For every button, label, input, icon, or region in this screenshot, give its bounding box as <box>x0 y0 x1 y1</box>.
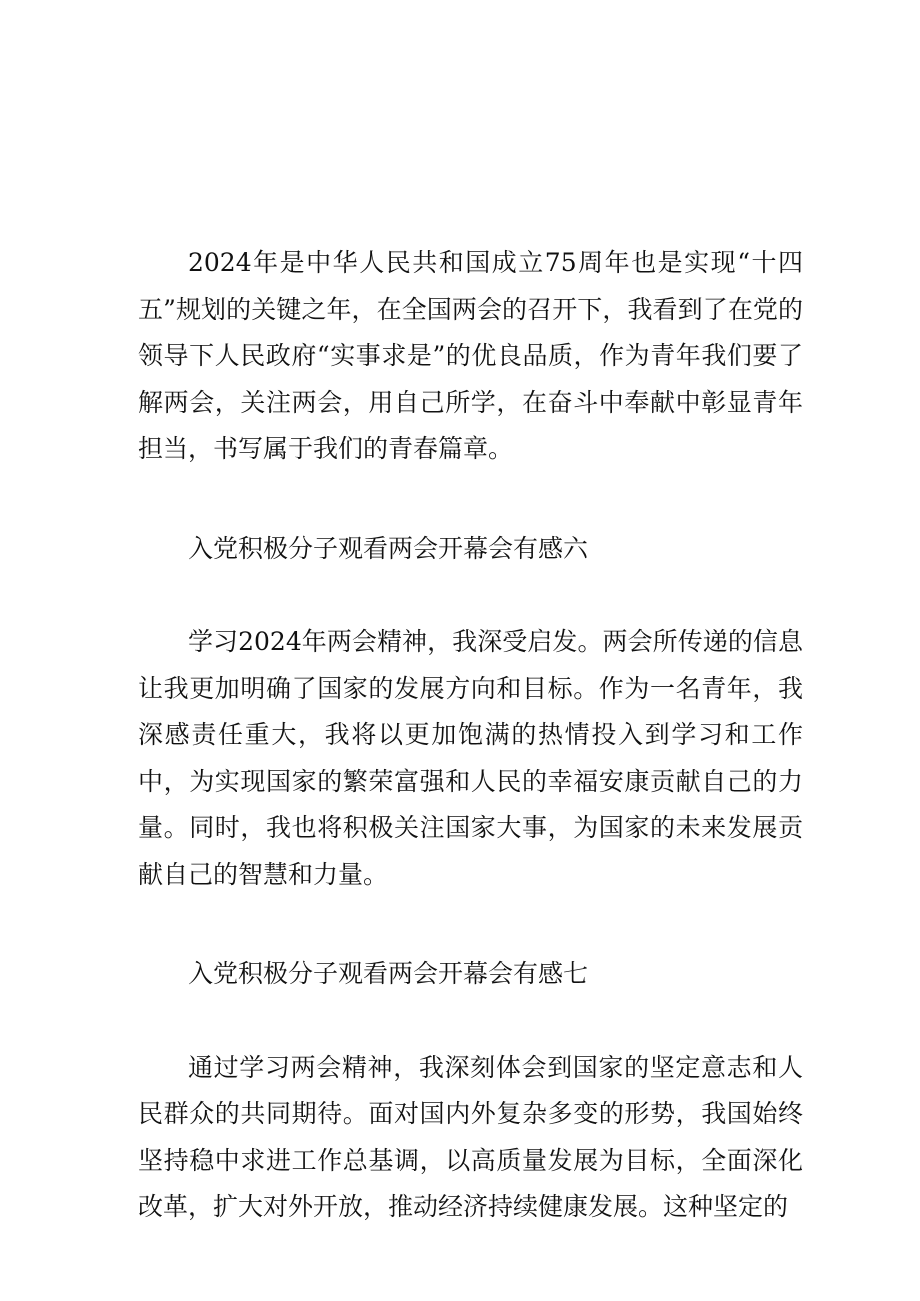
document-body <box>138 240 803 1231</box>
paragraph-spacer <box>138 898 803 951</box>
paragraph-intro: 2024年是中华人民共和国成立75周年也是实现“十四五”规划的关键之年，在全国两会的召开下，我看到了在党的领导下人民政府“实事求是”的优良品质，作为青年我们要了解两会，关注两会，用自己所学，在奋斗中奉献中彰显青年担当，书写属于我们的青春篇章。 <box>138 248 803 463</box>
paragraph-section-six: 学习2024年两会精神，我深受启发。两会所传递的信息让我更加明确了国家的发展方向和目标。作为一名青年，我深感责任重大，我将以更加饱满的热情投入到学习和工作中，为实现国家的繁荣富强和人民的幸福安康贡献自己的力量。同时，我也将积极关注国家大事，为国家的未来发展贡献自己的智慧和力量。 <box>138 627 803 889</box>
paragraph-spacer <box>138 998 803 1045</box>
section-heading-seven: 入党积极分子观看两会开幕会有感七 <box>188 959 589 988</box>
paragraph-section-seven: 通过学习两会精神，我深刻体会到国家的坚定意志和人民群众的共同期待。面对国内外复杂多变的形势，我国始终坚持稳中求进工作总基调，以高质量发展为目标，全面深化改革，扩大对外开放，推动经济持续健康发展。这种坚定的 <box>138 1052 803 1221</box>
paragraph-spacer <box>138 572 803 619</box>
section-heading-six: 入党积极分子观看两会开幕会有感六 <box>188 533 589 563</box>
paragraph-spacer <box>138 473 803 526</box>
